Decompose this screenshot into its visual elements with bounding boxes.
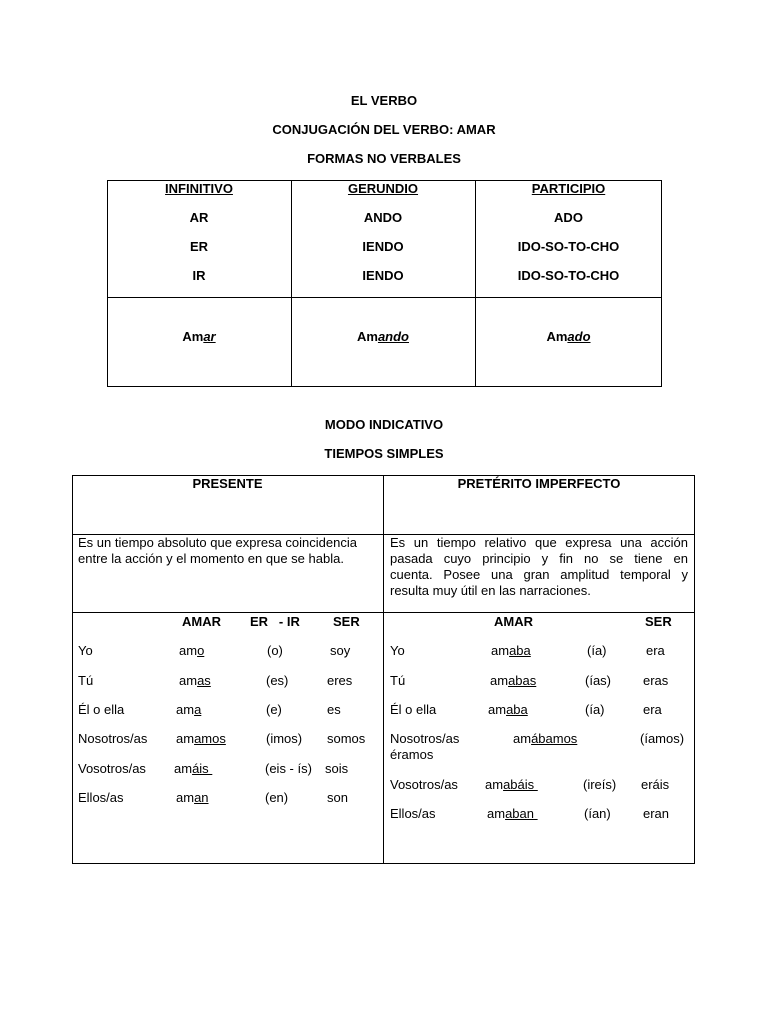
ser-form: soy — [330, 643, 351, 658]
person-label: Nosotros/as — [78, 731, 148, 746]
amar-form: aman — [176, 790, 209, 805]
person-label: Vosotros/as — [78, 761, 146, 776]
col-header-amar: AMAR — [182, 614, 221, 629]
er-ir-ending: (e) — [266, 702, 282, 717]
person-label: Él o ella — [390, 702, 437, 717]
amar-form: amas — [179, 673, 211, 688]
amar-form: amábamos — [513, 731, 578, 746]
amar-form: amabáis — [485, 777, 538, 792]
ser-form: éramos — [390, 747, 434, 762]
ser-form: era — [643, 702, 662, 717]
amar-form: amaba — [488, 702, 528, 717]
amar-form: amabas — [490, 673, 537, 688]
ending-cell: ANDO — [363, 210, 403, 225]
er-ir-ending: (imos) — [266, 731, 303, 746]
ser-form: eráis — [641, 777, 670, 792]
amar-form: amaban — [487, 806, 538, 821]
conjugation-title: CONJUGACIÓN DEL VERBO: AMAR — [272, 122, 496, 137]
er-ir-ending: (ían) — [584, 806, 611, 821]
ser-form: sois — [325, 761, 349, 776]
ending-cell: IR — [192, 268, 206, 283]
amar-form: amaba — [491, 643, 531, 658]
header-imperfecto: PRETÉRITO IMPERFECTO — [457, 476, 621, 491]
person-label: Yo — [390, 643, 405, 658]
col-header-er-ir: ER - IR — [250, 614, 300, 629]
person-label: Yo — [78, 643, 93, 658]
person-label: Tú — [390, 673, 406, 688]
example-gerundio: Amando — [356, 329, 409, 344]
er-ir-ending: (ireís) — [583, 777, 617, 792]
person-label: Él o ella — [78, 702, 125, 717]
person-label: Vosotros/as — [390, 777, 458, 792]
header-participio: PARTICIPIO — [531, 181, 606, 196]
example-participio: Amado — [546, 329, 591, 344]
table-divider — [107, 297, 662, 298]
col-header-ser: SER — [333, 614, 360, 629]
ser-form: somos — [327, 731, 366, 746]
er-ir-ending: (ías) — [585, 673, 611, 688]
person-label: Nosotros/as — [390, 731, 460, 746]
ending-cell: IDO-SO-TO-CHO — [517, 239, 620, 254]
ending-cell: IENDO — [362, 239, 404, 254]
ser-form: eres — [327, 673, 353, 688]
person-label: Ellos/as — [390, 806, 436, 821]
col-header-ser: SER — [645, 614, 672, 629]
col-header-amar: AMAR — [494, 614, 533, 629]
ending-cell: AR — [189, 210, 209, 225]
person-label: Ellos/as — [78, 790, 124, 805]
ser-form: son — [327, 790, 348, 805]
er-ir-ending: (en) — [265, 790, 289, 805]
header-gerundio: GERUNDIO — [347, 181, 419, 196]
header-infinitivo: INFINITIVO — [165, 181, 233, 196]
example-infinitivo: Amar — [182, 329, 216, 344]
ser-form: era — [646, 643, 665, 658]
ser-form: eran — [643, 806, 670, 821]
er-ir-ending: (es) — [266, 673, 289, 688]
document-title: EL VERBO — [350, 93, 418, 108]
er-ir-ending: (ía) — [587, 643, 607, 658]
ending-cell: ADO — [554, 210, 583, 225]
amar-form: amo — [179, 643, 205, 658]
ending-cell: IENDO — [362, 268, 404, 283]
amar-form: ama — [176, 702, 202, 717]
imperfecto-description: Es un tiempo relativo que expresa una acción pasada cuyo principio y fin no se tiene en cuenta. Posee una gran amplitud temporal y resulta muy útil en las narraciones. — [390, 535, 688, 598]
ending-cell: IDO-SO-TO-CHO — [517, 268, 620, 283]
header-presente: PRESENTE — [192, 476, 263, 491]
ser-form: eras — [643, 673, 669, 688]
ser-form: es — [327, 702, 341, 717]
person-label: Tú — [78, 673, 94, 688]
amar-form: amamos — [176, 731, 226, 746]
amar-form: amáis — [174, 761, 213, 776]
presente-description: Es un tiempo absoluto que expresa coincidencia entre la acción y el momento en que se habla. — [78, 535, 357, 566]
er-ir-ending: (ía) — [585, 702, 605, 717]
tenses-title: TIEMPOS SIMPLES — [324, 446, 444, 461]
mode-title: MODO INDICATIVO — [324, 417, 444, 432]
ending-cell: ER — [189, 239, 209, 254]
table-divider — [72, 612, 695, 613]
non-verbal-title: FORMAS NO VERBALES — [307, 151, 461, 166]
er-ir-ending: (íamos) — [640, 731, 685, 746]
er-ir-ending: (o) — [267, 643, 283, 658]
er-ir-ending: (eis - ís) — [265, 761, 312, 776]
